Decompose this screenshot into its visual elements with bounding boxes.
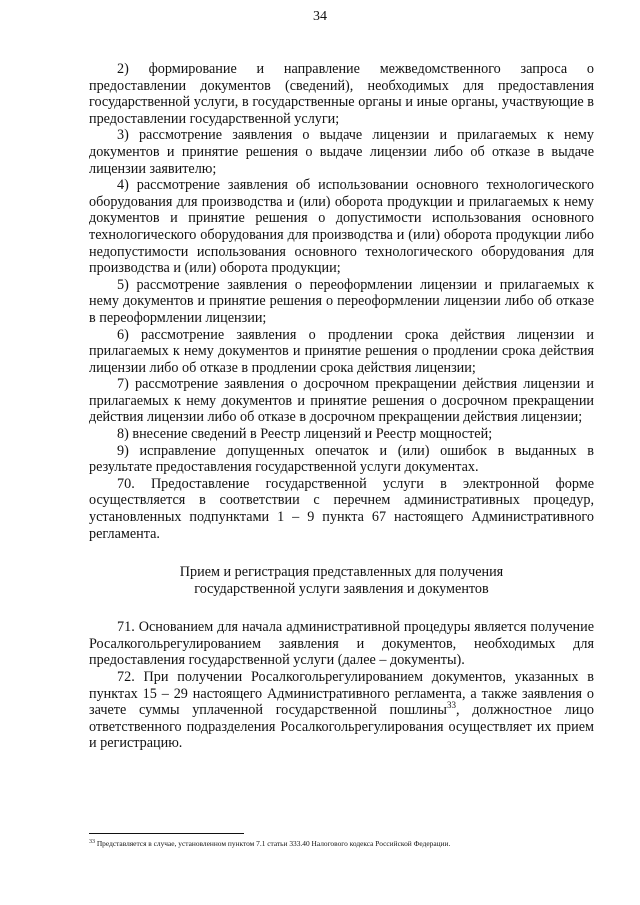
document-body [89, 61, 594, 752]
footnote-divider [89, 833, 244, 834]
paragraph-72-text-end: , должностное лицо ответственного подразделения Росалкогольрегулирования осуществляет их прием и регистрацию. [89, 702, 594, 752]
list-item-2: 2) формирование и направление межведомственного запроса о предоставлении документов (сведений), необходимых для предоставления государственной услуги, в государственные органы и иные органы, участвующие в предоставлении государственной услуги; [89, 61, 594, 127]
list-item-6: 6) рассмотрение заявления о продлении срока действия лицензии и прилагаемых к нему документов и принятие решения о продлении срока действия лицензии либо об отказе в продлении срока действия лицензии; [89, 326, 594, 376]
footnote-number: 33 [89, 839, 95, 845]
footnote-reference[interactable]: 33 [446, 700, 456, 711]
list-item-3: 3) рассмотрение заявления о выдаче лицензии и прилагаемых к нему документов и принятие решения о выдаче лицензии либо об отказе в выдаче лицензии заявителю; [89, 127, 594, 177]
footnote [89, 839, 594, 848]
section-heading-line-2: государственной услуги заявления и документов [194, 581, 489, 598]
list-item-4: 4) рассмотрение заявления об использовании основного технологического оборудования для производства и (или) оборота продукции и прилагаемых к нему документов и принятие решения о допустимости использования основного технологического оборудования для производства и (или) оборота продукции либо недопустимости использования основного технологического оборудования для производства и (или) оборота продукции; [89, 177, 594, 277]
list-item-7: 7) рассмотрение заявления о досрочном прекращении действия лицензии и прилагаемых к нему документов и принятие решения о досрочном прекращении действия лицензии либо об отказе в досрочном прекращении действия лицензии; [89, 376, 594, 426]
page-number: 34 [313, 9, 327, 24]
footnote-text: Представляется в случае, установленном пунктом 7.1 статьи 333.40 Налогового кодекса Российской Федерации. [95, 839, 451, 848]
section-heading [89, 564, 594, 598]
paragraph-72-text: 72. При получении Росалкогольрегулированием документов, указанных в пунктах 15 – 29 настоящего Административного регламента, а также заявления о зачете суммы уплаченной государственной пошлины [89, 669, 594, 719]
paragraph-70: 70. Предоставление государственной услуги в электронной форме осуществляется в соответствии с перечнем административных процедур, установленных подпунктами 1 – 9 пункта 67 настоящего Административного регламента. [89, 475, 594, 542]
paragraph-72 [89, 669, 594, 752]
list-item-9: 9) исправление допущенных опечаток и (или) ошибок в выданных в результате предоставления государственной услуги документах. [89, 442, 594, 476]
section-heading-line-1: Прием и регистрация представленных для получения [179, 564, 504, 581]
list-item-8: 8) внесение сведений в Реестр лицензий и Реестр мощностей; [117, 426, 493, 443]
list-item-5: 5) рассмотрение заявления о переоформлении лицензии и прилагаемых к нему документов и принятие решения о переоформлении лицензии либо об отказе в переоформлении лицензии; [89, 276, 594, 326]
paragraph-71: 71. Основанием для начала административной процедуры является получение Росалкогольрегулированием заявления и документов, необходимых для предоставления государственной услуги (далее – документы). [89, 619, 594, 669]
